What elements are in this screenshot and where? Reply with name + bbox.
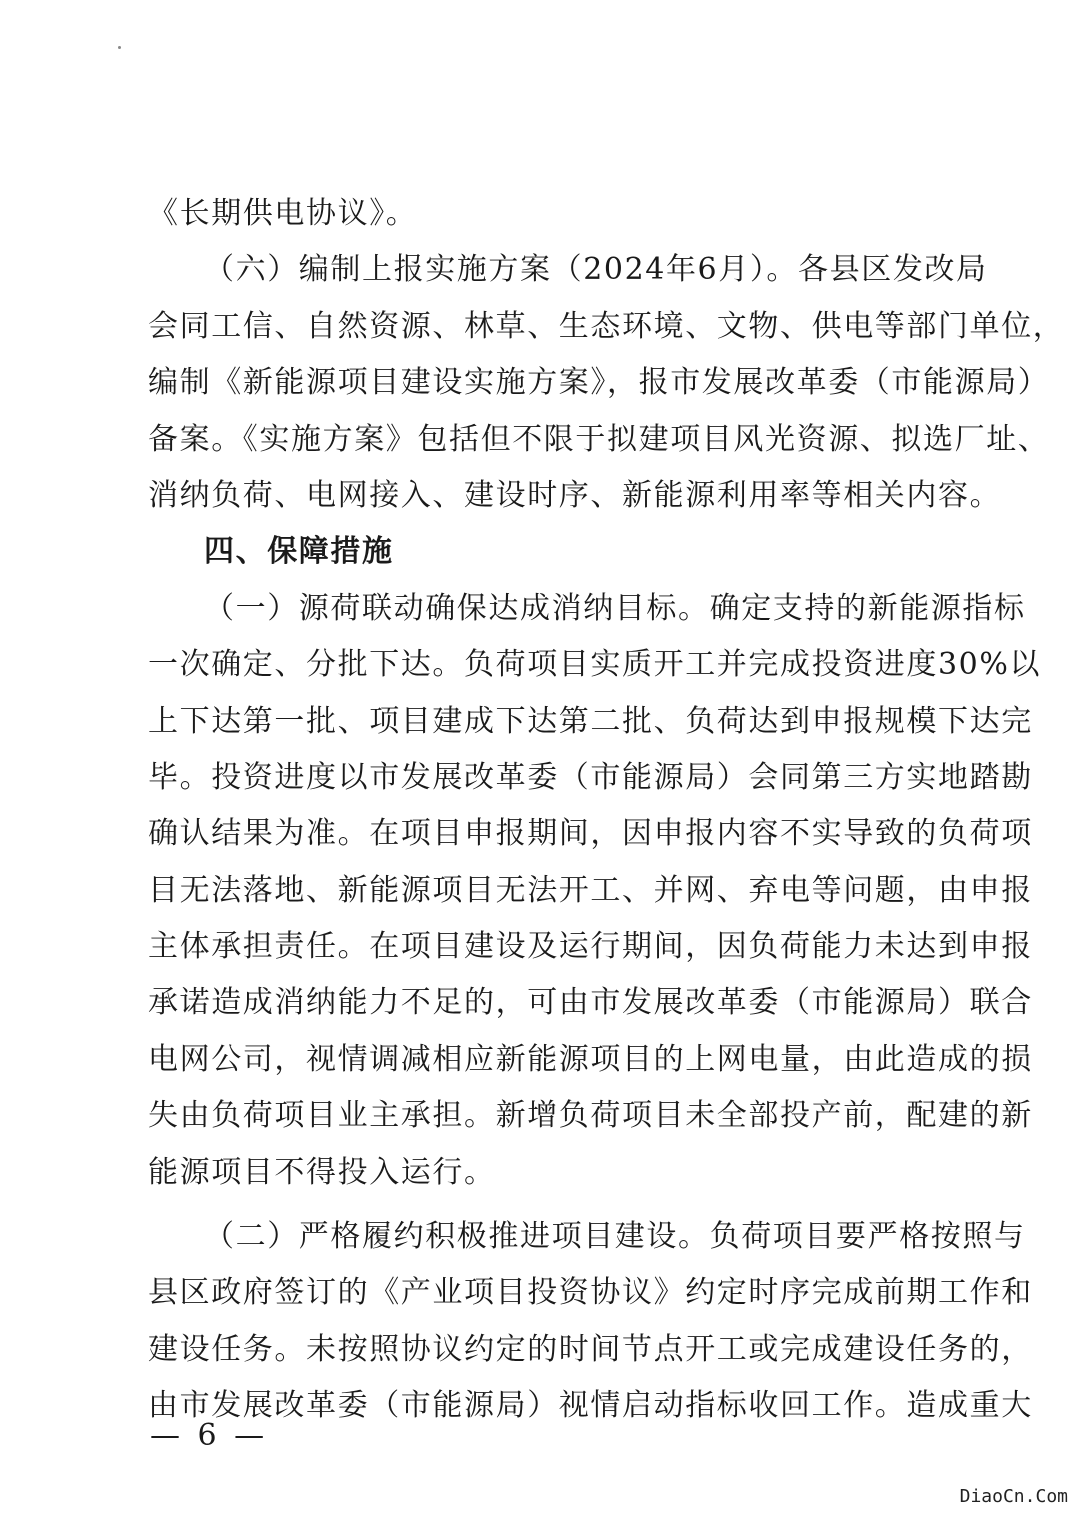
page-number: — 6 — (150, 1418, 269, 1453)
body-line: 一次确定、分批下达。负荷项目实质开工并完成投资进度30%以 (148, 647, 1042, 683)
body-line: （一）源荷联动确保达成消纳目标。确定支持的新能源指标 (204, 590, 1026, 626)
body-line: （六）编制上报实施方案（2024年6月）。各县区发改局 (204, 252, 988, 288)
body-line: 目无法落地、新能源项目无法开工、并网、弃电等问题，由申报 (148, 872, 1033, 908)
document-body (148, 186, 1065, 1435)
body-line: 主体承担责任。在项目建设及运行期间，因负荷能力未达到申报 (148, 929, 1033, 965)
body-line: 县区政府签订的《产业项目投资协议》约定时序完成前期工作和 (148, 1275, 1033, 1311)
body-line: 消纳负荷、电网接入、建设时序、新能源利用率等相关内容。 (148, 477, 1002, 513)
body-line: （二）严格履约积极推进项目建设。负荷项目要严格按照与 (204, 1219, 1026, 1255)
body-line: 能源项目不得投入运行。 (148, 1154, 496, 1190)
body-line: 承诺造成消纳能力不足的，可由市发展改革委（市能源局）联合 (148, 985, 1033, 1021)
body-line: 《长期供电协议》。 (148, 196, 418, 231)
body-line: 备案。《实施方案》包括但不限于拟建项目风光资源、拟选厂址、 (148, 421, 1050, 457)
body-line: 失由负荷项目业主承担。新增负荷项目未全部投产前，配建的新 (148, 1098, 1033, 1134)
section-heading: 四、保障措施 (204, 534, 394, 570)
body-line: 电网公司，视情调减相应新能源项目的上网电量，由此造成的损 (148, 1041, 1033, 1077)
scan-artifact (118, 46, 121, 49)
body-line: 建设任务。未按照协议约定的时间节点开工或完成建设任务的， (148, 1331, 1033, 1367)
body-line: 确认结果为准。在项目申报期间，因申报内容不实导致的负荷项 (148, 816, 1033, 852)
site-watermark: DiaoCn.Com (959, 1486, 1068, 1507)
body-line: 会同工信、自然资源、林草、生态环境、文物、供电等部门单位， (148, 308, 1065, 344)
body-line: 编制《新能源项目建设实施方案》，报市发展改革委（市能源局） (148, 365, 1050, 401)
body-line: 由市发展改革委（市能源局）视情启动指标收回工作。造成重大 (148, 1388, 1033, 1424)
body-line: 毕。投资进度以市发展改革委（市能源局）会同第三方实地踏勘 (148, 759, 1033, 795)
body-line: 上下达第一批、项目建成下达第二批、负荷达到申报规模下达完 (148, 703, 1033, 739)
